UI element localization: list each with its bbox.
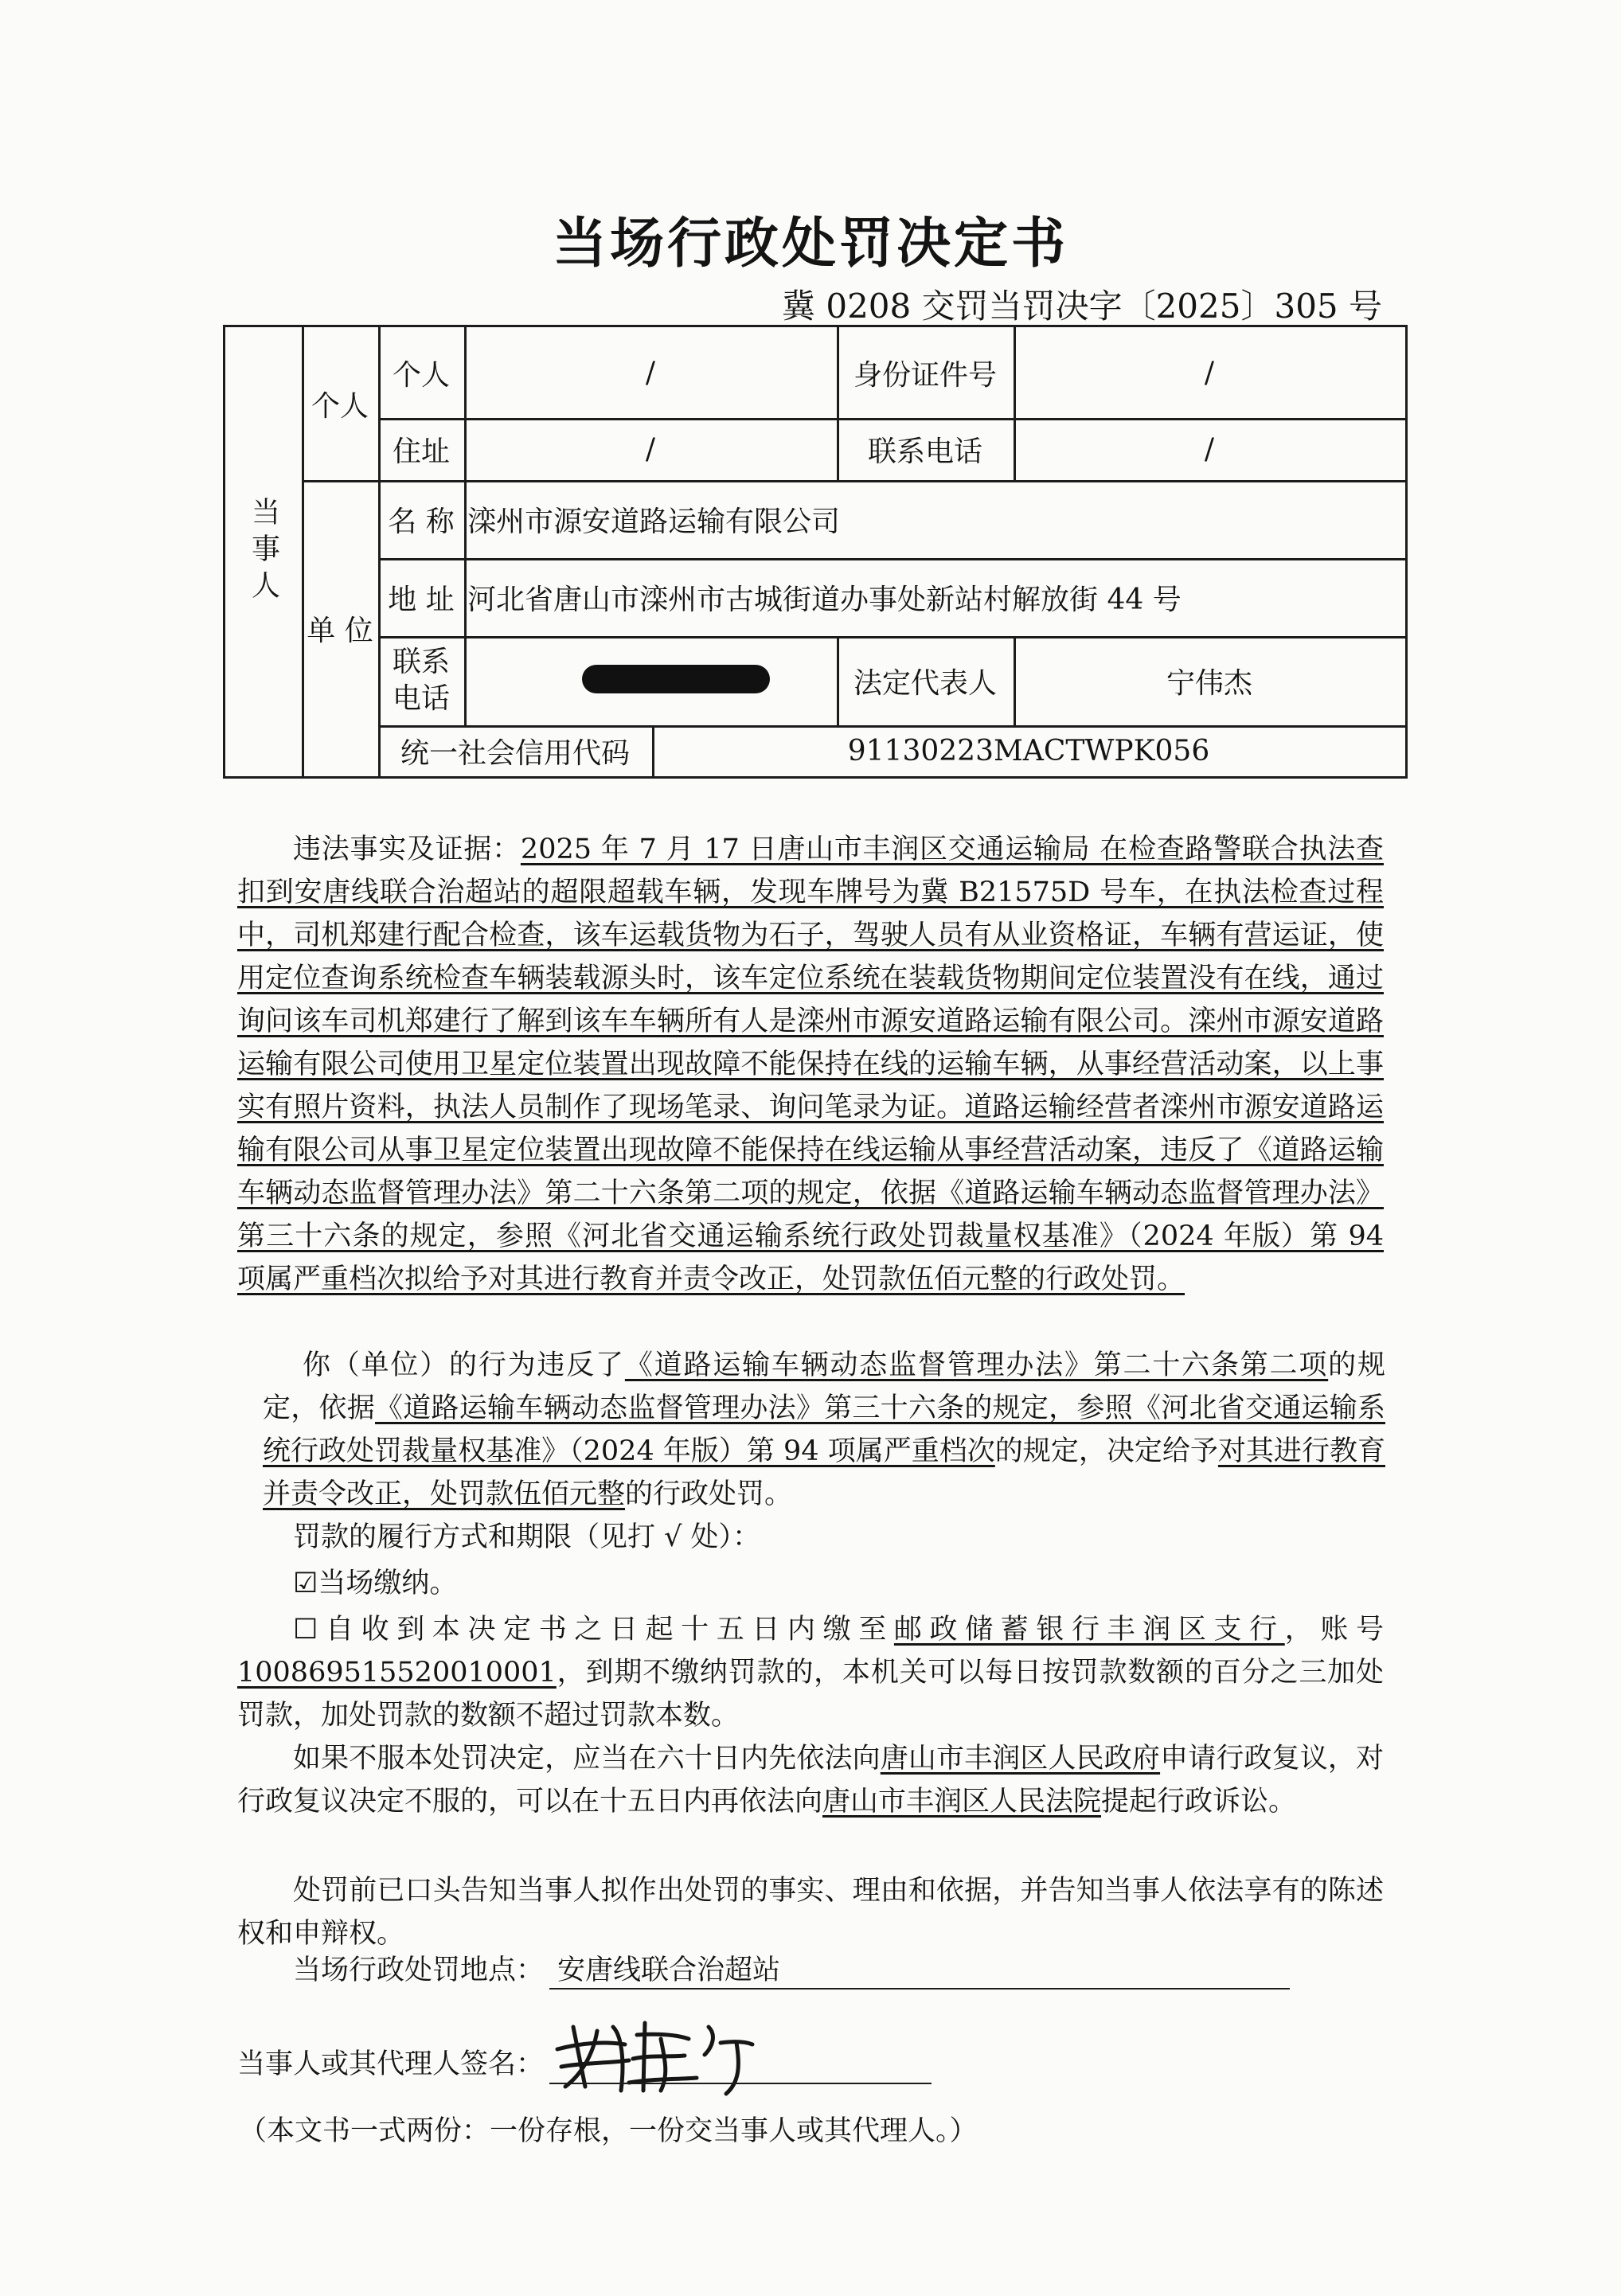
credit-code-label: 统一社会信用代码 [400, 736, 630, 770]
appeal-text-3: 提起行政诉讼。 [1101, 1786, 1297, 1818]
violation-paragraph [263, 1344, 1385, 1516]
page-title: 当场行政处罚决定书 [552, 213, 1068, 275]
payment-bank-name: 邮政储蓄银行丰润区支行 [893, 1614, 1285, 1646]
handwritten-signature [549, 2011, 756, 2099]
individual-phone-value: / [1204, 432, 1215, 466]
unit-name-value: 滦州市源安道路运输有限公司 [467, 505, 841, 538]
footnote: （本文书一式两份：一份存根，一份交当事人或其代理人。） [239, 2115, 978, 2147]
payment-bank-text-2: ，账号 [1284, 1614, 1384, 1646]
individual-phone-label: 联系电话 [867, 435, 982, 468]
violation-text-3: 的规定，决定给予 [994, 1435, 1218, 1467]
payment-option-onsite: ☑当场缴纳。 [293, 1568, 458, 1599]
facts-paragraph [237, 828, 1384, 1301]
appeal-text-1: 如果不服本处罚决定，应当在六十日内先依法向 [293, 1743, 881, 1775]
review-authority: 唐山市丰润区人民政府 [880, 1743, 1161, 1775]
redacted-phone-mark [582, 665, 770, 693]
facts-label: 违法事实及证据： [293, 834, 521, 865]
payment-account-number: 100869515520010001 [237, 1657, 557, 1689]
legal-rep-value: 宁伟杰 [1166, 666, 1252, 700]
violated-regulation: 《道路运输车辆动态监督管理办法》第二十六条第二项 [624, 1349, 1329, 1381]
party-label: 当事人 [247, 497, 280, 607]
unit-phone-label: 联系电话 [392, 646, 450, 715]
notice-paragraph: 处罚前已口头告知当事人拟作出处罚的事实、理由和依据，并告知当事人依法享有的陈述权和申辩权。 [237, 1875, 1384, 1950]
appeal-text-2: 申请行政复议，对行政复议决定不服的，可以在十五日内再依法向 [237, 1743, 1384, 1818]
basis-regulation: 《道路运输车辆动态监督管理办法》第三十六条的规定，参照《河北省交通运输系统行政处罚裁量权基准》（2024 年版）第 94 项属严重档次 [263, 1392, 1385, 1467]
individual-name-value: / [645, 356, 656, 389]
id-number-label: 身份证件号 [853, 358, 997, 392]
document-number: 冀 0208 交罚当罚决字〔2025〕305 号 [782, 287, 1382, 326]
appeal-paragraph [237, 1737, 1384, 1823]
unit-address-label: 地 址 [388, 583, 455, 616]
legal-rep-label: 法定代表人 [853, 666, 997, 700]
credit-code-value: 91130223MACTWPK056 [847, 734, 1210, 767]
payment-bank-text-3: ，到期不缴纳罚款的，本机关可以每日按罚款数额的百分之三加处罚款，加处罚款的数额不超过罚款本数。 [237, 1657, 1384, 1732]
payment-option-bank [237, 1608, 1384, 1737]
payment-bank-text-1: ☐自收到本决定书之日起十五日内缴至 [293, 1614, 894, 1646]
unit-name-label: 名 称 [388, 505, 455, 538]
location-value: 安唐线联合治超站 [557, 1954, 781, 1986]
payment-heading: 罚款的履行方式和期限（见打 √ 处）： [293, 1521, 761, 1553]
litigation-court: 唐山市丰润区人民法院 [822, 1786, 1102, 1818]
id-number-value: / [1204, 356, 1215, 389]
unit-address-value: 河北省唐山市滦州市古城街道办事处新站村解放街 44 号 [467, 583, 1182, 616]
signature-label: 当事人或其代理人签名： [237, 2048, 545, 2080]
facts-text: 2025 年 7 月 17 日唐山市丰润区交通运输局 在检查路警联合执法查扣到安唐线联合治超站的超限超载车辆，发现车牌号为冀 B21575D 号车，在执法检查过程中，司机郑建行配合检查，该车运载货物为石子，驾驶人员有从业资格证，车辆有营运证，使用定位查询系统检查车辆装载源头时，该车定位系统在装载货物期间定位装置没有在线，通过询问该车司机郑建行了解到该车车辆所有人是滦州市源安道路运输有限公司。滦州市源安道路运输有限公司使用卫星定位装置出现故障不能保持在线的运输车辆，从事经营活动案，以上事实有照片资料，执法人员制作了现场笔录、询问笔录为证。道路运输经营者滦州市源安道路运输有限公司从事卫星定位装置出现故障不能保持在线运输从事经营活动案，违反了《道路运输车辆动态监督管理办法》第二十六条第二项的规定，依据《道路运输车辆动态监督管理办法》第三十六条的规定，参照《河北省交通运输系统行政处罚裁量权基准》（2024 年版）第 94 项属严重档次拟给予对其进行教育并责令改正，处罚款伍佰元整的行政处罚。 [237, 834, 1384, 1295]
violation-text-1: 你（单位）的行为违反了 [303, 1349, 625, 1381]
unit-group-label: 单 位 [307, 614, 373, 647]
location-label: 当场行政处罚地点： [293, 1954, 545, 1986]
violation-text-4: 的行政处罚。 [625, 1478, 793, 1510]
individual-address-value: / [645, 432, 656, 466]
party-info-table [223, 325, 1408, 779]
penalty-decision: 对其进行教育并责令改正，处罚款伍佰元整 [263, 1435, 1385, 1510]
individual-name-label: 个人 [392, 358, 450, 392]
individual-address-label: 住址 [392, 435, 450, 468]
violation-text-2: 的规定，依据 [263, 1349, 1385, 1424]
individual-group-label: 个人 [311, 389, 369, 423]
